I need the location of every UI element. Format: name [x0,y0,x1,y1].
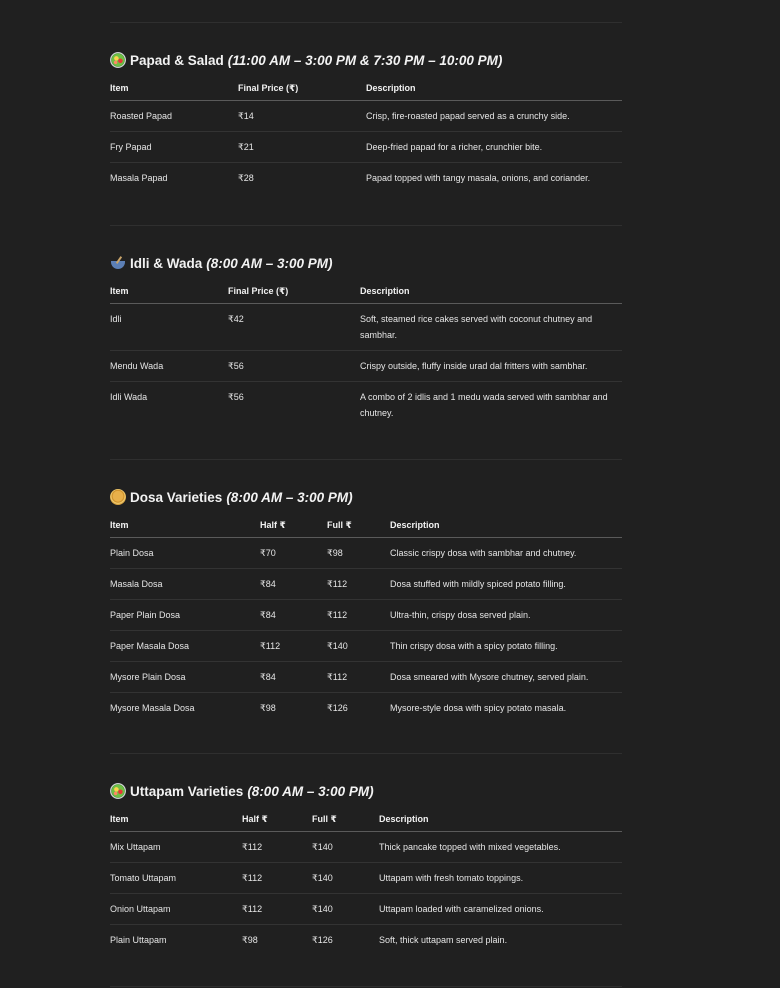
item-half-price: ₹98 [260,703,276,713]
item-description: Crispy outside, fluffy inside urad dal fritters with sambhar. [360,351,622,382]
column-header: Description [360,279,622,304]
table-header-row [110,807,622,832]
item-full-price: ₹140 [312,863,379,894]
item-description: Papad topped with tangy masala, onions, and coriander. [366,173,591,183]
menu-table [110,279,622,428]
table-row [110,600,622,631]
item-description: Ultra-thin, crispy dosa served plain. [390,600,622,631]
salad-icon [110,783,126,799]
table-row [110,132,622,163]
item-price: ₹56 [228,392,244,402]
item-name: Plain Uttapam [110,935,167,945]
table-row [110,863,622,894]
section-title-text: Papad & Salad [130,52,224,68]
item-full-price: ₹112 [327,600,390,631]
item-description: Uttapam loaded with caramelized onions. [379,894,622,925]
section-divider [110,22,622,23]
item-full-price: ₹112 [327,569,390,600]
menu-table [110,807,622,955]
item-description: Thin crispy dosa with a spicy potato filling. [390,631,622,662]
item-description: Soft, thick uttapam served plain. [379,935,508,945]
section-title-text: Dosa Varieties [130,489,223,505]
column-header: Description [390,513,622,538]
item-price: ₹28 [238,173,254,183]
item-name: Plain Dosa [110,538,260,569]
column-header: Final Price (₹) [238,76,366,101]
item-name: Masala Papad [110,173,168,183]
item-description: Dosa smeared with Mysore chutney, served plain. [390,662,622,693]
item-full-price: ₹140 [312,894,379,925]
table-header-row [110,279,622,304]
column-header: Full ₹ [312,807,379,832]
table-header-row [110,76,622,101]
menu-table [110,513,622,723]
item-description: Crisp, fire-roasted papad served as a crunchy side. [366,101,622,132]
item-half-price: ₹84 [260,600,327,631]
section-divider [110,225,622,226]
item-name: Mysore Plain Dosa [110,662,260,693]
item-price: ₹42 [228,304,360,351]
column-header: Half ₹ [242,807,312,832]
salad-icon [110,52,126,68]
bowl-icon [110,255,126,271]
column-header: Description [366,76,622,101]
item-description: Mysore-style dosa with spicy potato masala. [390,703,567,713]
item-full-price: ₹112 [327,662,390,693]
section-title-text: Uttapam Varieties [130,783,244,799]
column-header: Description [379,807,622,832]
column-header: Final Price (₹) [228,279,360,304]
item-half-price: ₹98 [242,935,258,945]
table-row [110,693,622,724]
item-name: Mendu Wada [110,351,228,382]
table-row [110,894,622,925]
column-header: Item [110,807,242,832]
item-full-price: ₹140 [312,832,379,863]
item-name: Idli [110,304,228,351]
section-divider [110,459,622,460]
item-full-price: ₹126 [312,935,333,945]
item-half-price: ₹84 [260,569,327,600]
item-price: ₹14 [238,101,366,132]
table-row [110,631,622,662]
item-description: Uttapam with fresh tomato toppings. [379,863,622,894]
item-half-price: ₹70 [260,538,327,569]
column-header: Item [110,279,228,304]
table-row [110,832,622,863]
table-row [110,304,622,351]
menu-table [110,76,622,193]
section-heading [110,50,502,70]
item-description: Soft, steamed rice cakes served with coconut chutney and sambhar. [360,304,622,351]
item-name: Tomato Uttapam [110,863,242,894]
dosa-icon [110,489,126,505]
item-description: Deep-fried papad for a richer, crunchier bite. [366,132,622,163]
section-heading [110,781,374,801]
table-row [110,351,622,382]
column-header: Item [110,513,260,538]
item-full-price: ₹126 [327,703,348,713]
item-price: ₹56 [228,351,360,382]
item-name: Onion Uttapam [110,894,242,925]
item-description: Classic crispy dosa with sambhar and chutney. [390,538,622,569]
section-time: (8:00 AM – 3:00 PM) [247,783,374,799]
item-half-price: ₹112 [242,894,312,925]
item-price: ₹21 [238,132,366,163]
section-divider [110,753,622,754]
section-time: (8:00 AM – 3:00 PM) [206,255,333,271]
item-name: Mysore Masala Dosa [110,703,195,713]
column-header: Full ₹ [327,513,390,538]
item-half-price: ₹84 [260,662,327,693]
table-row [110,101,622,132]
table-row [110,382,622,429]
item-name: Mix Uttapam [110,832,242,863]
table-row [110,662,622,693]
table-header-row [110,513,622,538]
table-row [110,163,622,194]
item-name: Paper Plain Dosa [110,600,260,631]
item-half-price: ₹112 [242,832,312,863]
item-name: Fry Papad [110,132,238,163]
column-header: Item [110,76,238,101]
table-row [110,538,622,569]
section-divider [110,986,622,987]
table-row [110,925,622,956]
item-description: A combo of 2 idlis and 1 medu wada served with sambhar and chutney. [360,392,608,418]
section-heading [110,487,353,507]
section-heading [110,253,333,273]
item-name: Idli Wada [110,392,148,402]
item-name: Roasted Papad [110,101,238,132]
item-half-price: ₹112 [260,631,327,662]
column-header: Half ₹ [260,513,327,538]
item-full-price: ₹98 [327,538,390,569]
item-name: Paper Masala Dosa [110,631,260,662]
section-time: (11:00 AM – 3:00 PM & 7:30 PM – 10:00 PM) [227,52,503,68]
item-name: Masala Dosa [110,569,260,600]
section-title-text: Idli & Wada [130,255,203,271]
table-row [110,569,622,600]
section-time: (8:00 AM – 3:00 PM) [226,489,353,505]
item-description: Thick pancake topped with mixed vegetables. [379,832,622,863]
item-full-price: ₹140 [327,631,390,662]
item-half-price: ₹112 [242,863,312,894]
item-description: Dosa stuffed with mildly spiced potato filling. [390,569,622,600]
